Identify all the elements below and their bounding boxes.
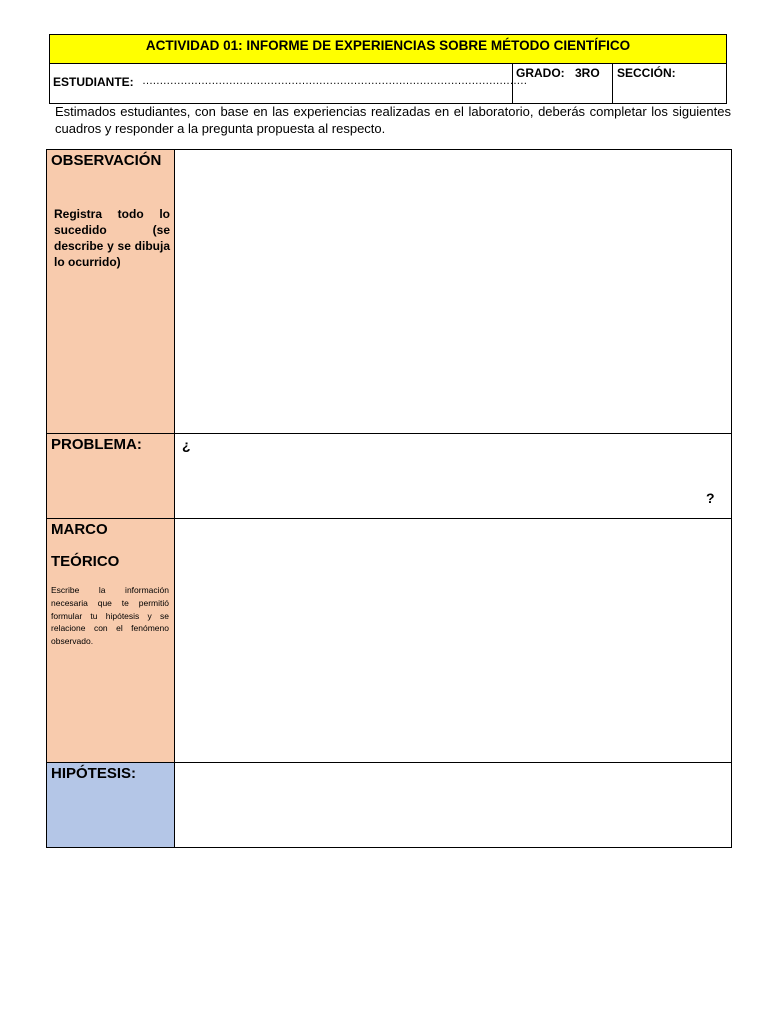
problema-label: PROBLEMA: xyxy=(51,436,142,453)
observacion-label-cell xyxy=(47,150,175,434)
activity-header xyxy=(49,34,727,104)
observacion-label: OBSERVACIÓN xyxy=(51,152,162,169)
section-label: SECCIÓN: xyxy=(617,66,676,80)
hipotesis-answer-area[interactable] xyxy=(175,763,731,847)
marco-label-line2: TEÓRICO xyxy=(51,553,120,570)
hipotesis-label: HIPÓTESIS: xyxy=(51,765,137,782)
grade-label: GRADO: xyxy=(516,66,565,80)
intro-paragraph: Estimados estudiantes, con base en las experiencias realizadas en el laboratorio, deberás completar los siguientes cuadros y responder a la pregunta propuesta al respecto. xyxy=(55,104,731,136)
hipotesis-label-cell xyxy=(47,763,175,847)
row-observacion xyxy=(47,150,731,434)
marco-answer-area[interactable] xyxy=(175,519,731,763)
observacion-instruction: Registra todo lo sucedido (se describe y se dibuja lo ocurrido) xyxy=(54,207,170,269)
marco-label-cell xyxy=(47,519,175,763)
problema-open-question-mark: ¿ xyxy=(182,437,191,453)
row-marco-teorico xyxy=(47,518,731,763)
student-label: ESTUDIANTE: xyxy=(53,75,134,89)
problema-label-cell xyxy=(47,434,175,519)
section-field[interactable] xyxy=(613,64,726,103)
student-name-line[interactable]: ………………………………………………………………………………………………… xyxy=(142,75,527,87)
activity-title: ACTIVIDAD 01: INFORME DE EXPERIENCIAS SOBRE MÉTODO CIENTÍFICO xyxy=(50,35,726,64)
marco-instruction: Escribe la información necesaria que te permitió formular tu hipótesis y se relacione con el fenómeno observado. xyxy=(51,585,169,647)
problema-answer-area[interactable] xyxy=(175,434,731,519)
observacion-answer-area[interactable] xyxy=(175,150,731,434)
marco-label-line1: MARCO xyxy=(51,521,108,538)
student-field[interactable] xyxy=(50,64,527,103)
report-table xyxy=(46,149,732,848)
grade-field xyxy=(513,64,613,103)
row-hipotesis xyxy=(47,762,731,847)
problema-close-question-mark: ? xyxy=(706,490,715,506)
row-problema xyxy=(47,433,731,519)
grade-value: 3RO xyxy=(575,66,600,80)
